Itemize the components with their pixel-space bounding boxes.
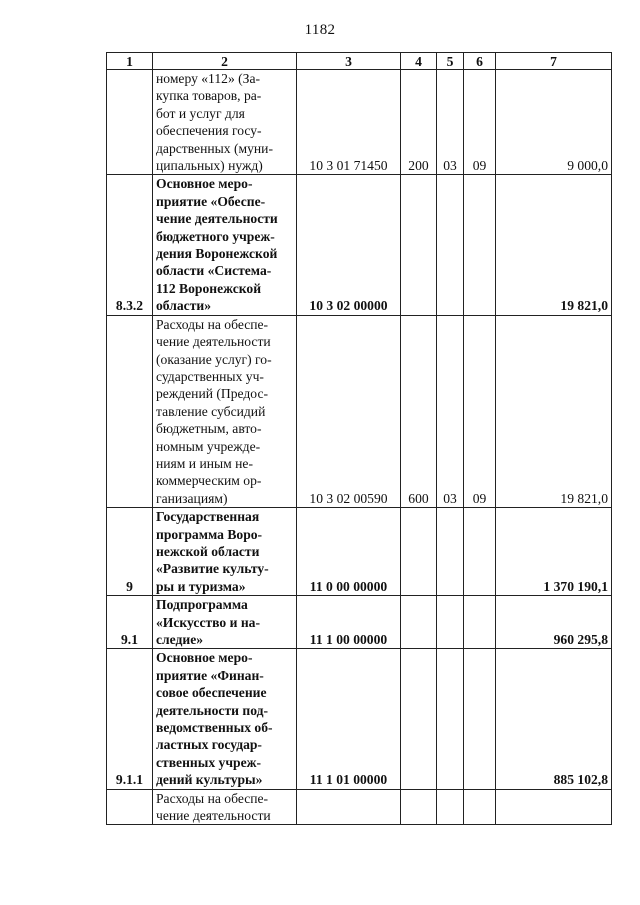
column-header-2: 2 — [153, 53, 297, 70]
item-name-line: приятие «Финан- — [156, 667, 264, 683]
section: 03 — [437, 315, 464, 507]
item-name-line: ры и туризма» — [156, 578, 246, 594]
subsection — [464, 508, 496, 596]
budget-code: 10 3 02 00000 — [297, 175, 401, 315]
table-row — [107, 508, 612, 596]
item-name-line: бот и услуг для — [156, 105, 245, 121]
item-name-line: купка товаров, ра- — [156, 88, 262, 104]
item-name-line: ниям и иным не- — [156, 455, 253, 471]
expense-type: 600 — [401, 315, 437, 507]
section — [437, 649, 464, 789]
row-number: 9.1 — [107, 596, 153, 649]
item-name-line: ганизациям) — [156, 490, 228, 506]
table-row — [107, 315, 612, 507]
row-number — [107, 70, 153, 175]
item-name-line: чение деятельности — [156, 808, 271, 824]
table-header-row — [107, 53, 612, 70]
item-name-line: приятие «Обеспе- — [156, 193, 266, 209]
row-number: 8.3.2 — [107, 175, 153, 315]
column-header-5: 5 — [437, 53, 464, 70]
amount: 19 821,0 — [496, 315, 612, 507]
item-name-line: бюджетным, авто- — [156, 421, 262, 437]
item-name-line: ственных учреж- — [156, 754, 261, 770]
item-name-line: тавление субсидий — [156, 403, 266, 419]
subsection — [464, 649, 496, 789]
subsection — [464, 789, 496, 825]
expense-type — [401, 596, 437, 649]
expense-type — [401, 789, 437, 825]
item-name-line: деятельности под- — [156, 702, 269, 718]
item-name-line: дения Воронежской — [156, 246, 278, 262]
item-name-line: коммерческим ор- — [156, 473, 262, 489]
item-name — [153, 508, 297, 596]
table-row — [107, 175, 612, 315]
budget-code: 10 3 02 00590 — [297, 315, 401, 507]
item-name-line: нежской области — [156, 543, 260, 559]
row-number: 9 — [107, 508, 153, 596]
column-header-6: 6 — [464, 53, 496, 70]
column-header-7: 7 — [496, 53, 612, 70]
item-name-line: ведомственных об- — [156, 720, 273, 736]
amount: 1 370 190,1 — [496, 508, 612, 596]
table-row — [107, 649, 612, 789]
table-body — [107, 70, 612, 825]
column-header-4: 4 — [401, 53, 437, 70]
item-name-line: бюджетного учреж- — [156, 228, 275, 244]
expense-type — [401, 649, 437, 789]
subsection: 09 — [464, 315, 496, 507]
item-name-line: обеспечения госу- — [156, 123, 262, 139]
item-name-line: следие» — [156, 632, 204, 647]
item-name-line: чение деятельности — [156, 334, 271, 350]
row-number — [107, 789, 153, 825]
item-name-line: области» — [156, 298, 212, 314]
item-name-line: дарственных (муни- — [156, 140, 273, 156]
budget-table — [106, 52, 612, 825]
amount — [496, 789, 612, 825]
page-number: 1182 — [304, 22, 336, 38]
item-name-line: реждений (Предос- — [156, 386, 269, 402]
item-name-line: Государственная — [156, 509, 260, 525]
item-name-line: номеру «112» (За- — [156, 71, 261, 86]
item-name — [153, 70, 297, 175]
item-name-line: Основное меро- — [156, 176, 253, 192]
budget-code — [297, 789, 401, 825]
row-number — [107, 315, 153, 507]
item-name — [153, 649, 297, 789]
item-name-line: ластных государ- — [156, 737, 262, 753]
section — [437, 508, 464, 596]
section — [437, 596, 464, 649]
item-name-line: сударственных уч- — [156, 368, 264, 384]
expense-type — [401, 508, 437, 596]
item-name-line: Расходы на обеспе- — [156, 790, 269, 806]
item-name-line: 112 Воронежской — [156, 280, 262, 296]
section — [437, 175, 464, 315]
subsection — [464, 596, 496, 649]
row-number: 9.1.1 — [107, 649, 153, 789]
table-row — [107, 789, 612, 825]
expense-type — [401, 175, 437, 315]
item-name-line: номным учрежде- — [156, 438, 261, 454]
item-name-line: (оказание услуг) го- — [156, 351, 272, 367]
column-header-1: 1 — [107, 53, 153, 70]
item-name-line: области «Система- — [156, 263, 272, 279]
column-header-3: 3 — [297, 53, 401, 70]
amount: 19 821,0 — [496, 175, 612, 315]
item-name-line: программа Воро- — [156, 526, 263, 542]
section — [437, 789, 464, 825]
item-name — [153, 596, 297, 649]
item-name-line: совое обеспечение — [156, 685, 267, 701]
table-row — [107, 70, 612, 175]
item-name — [153, 315, 297, 507]
item-name-line: Подпрограмма — [156, 597, 248, 613]
item-name-line: «Развитие культу- — [156, 561, 269, 577]
item-name-line: ципальных) нужд) — [156, 158, 263, 174]
item-name — [153, 789, 297, 825]
budget-code: 11 1 01 00000 — [297, 649, 401, 789]
subsection — [464, 175, 496, 315]
item-name-line: Основное меро- — [156, 650, 253, 666]
subsection: 09 — [464, 70, 496, 175]
item-name-line: «Искусство и на- — [156, 614, 260, 630]
amount: 885 102,8 — [496, 649, 612, 789]
table-row — [107, 596, 612, 649]
item-name-line: чение деятельности — [156, 211, 278, 227]
budget-code: 10 3 01 71450 — [297, 70, 401, 175]
item-name-line: дений культуры» — [156, 772, 263, 788]
budget-code: 11 1 00 00000 — [297, 596, 401, 649]
item-name — [153, 175, 297, 315]
budget-code: 11 0 00 00000 — [297, 508, 401, 596]
amount: 960 295,8 — [496, 596, 612, 649]
amount: 9 000,0 — [496, 70, 612, 175]
expense-type: 200 — [401, 70, 437, 175]
item-name-line: Расходы на обеспе- — [156, 316, 269, 332]
section: 03 — [437, 70, 464, 175]
